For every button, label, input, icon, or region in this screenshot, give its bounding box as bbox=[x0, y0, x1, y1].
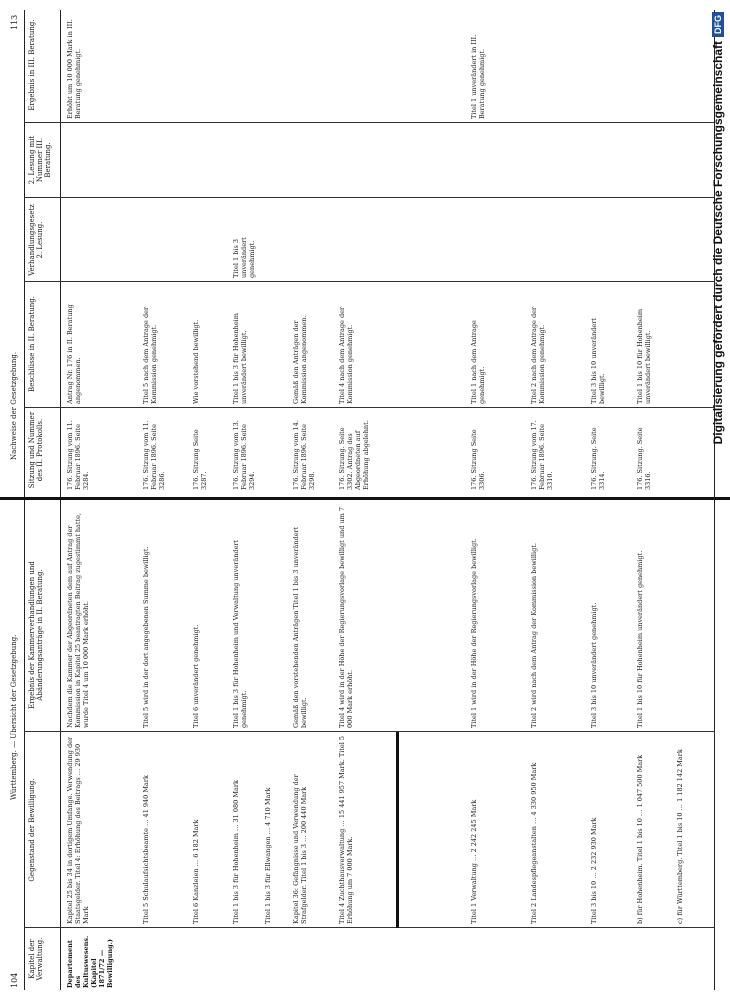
row8-sitzung: 176. Sitzung Seite 3306. bbox=[470, 429, 486, 490]
row4-zwei: Titel 1 bis 3 unverändert genehmigt. bbox=[232, 237, 256, 278]
row1-ergebnis2: Erhöht um 10 000 Mark in III. Beratung genehmigt. bbox=[66, 19, 82, 119]
col-rule-2 bbox=[24, 731, 714, 732]
row6-sitzung: 176. Sitzung vom 14. Februar 1896. Seite 3298. bbox=[292, 420, 316, 490]
row10-sitzung: 176. Sitzung. Seite 3314. bbox=[590, 427, 606, 490]
row6-beschluss: Gemäß den Anträgen der Kommission angenommen. bbox=[292, 315, 308, 404]
row10-ergebnis: Titel 3 bis 10 unverändert genehmigt. bbox=[590, 602, 598, 728]
row7-beschluss: Titel 4 nach dem Antrage der Kommission genehmigt. bbox=[338, 306, 354, 404]
col-rule-7 bbox=[24, 122, 714, 123]
page-number-right: 113 bbox=[10, 14, 19, 30]
row1-ergebnis: Nachdem die Kammer der Abgeordneten dem auf Antrag der Kommission in Kapitel 25 beantragten Beitrag zugestimmt hatte, wurde Titel 4 um 10 000 Mark erhöht. bbox=[66, 512, 90, 728]
page-number-left: 104 bbox=[10, 972, 19, 988]
section-rule bbox=[396, 732, 399, 928]
header-rule bbox=[60, 10, 61, 990]
running-head-right: Nachweise der Gesetzgebung. bbox=[10, 351, 18, 460]
header-zwei: Verhandlungsgesetz 2. Lesung. bbox=[28, 204, 44, 276]
row11-sitzung: 176. Sitzung. Seite 3316. bbox=[636, 427, 652, 490]
row11-ergebnis: Titel 1 bis 10 für Hohenheim unverändert genehmigt. bbox=[636, 550, 644, 728]
col-rule-5 bbox=[24, 281, 714, 282]
row1-gegenstand: Kapitel 25 bis 34 in dortigem Umfange. Verwendung der Staatsgelder. Titel 4: Erhöhung des Beitrags … 29 930 Mark bbox=[66, 736, 90, 924]
row2-gegenstand: Titel 5 Schulaufsichtsbeamte … 41 940 Mark bbox=[142, 775, 150, 924]
row9-beschluss: Titel 2 nach dem Antrage der Kommission genehmigt. bbox=[530, 306, 546, 404]
row2-sitzung: 176. Sitzung vom 11. Februar 1896. Seite 3286. bbox=[142, 420, 166, 490]
row8-beschluss: Titel 1 nach dem Antrage genehmigt. bbox=[470, 320, 486, 404]
dfg-watermark bbox=[708, 12, 728, 988]
header-gegenstand: Gegenstand der Bewilligung. bbox=[28, 778, 36, 882]
row5-gegenstand: Titel 1 bis 3 für Ellwangen … 4 710 Mark bbox=[264, 787, 272, 924]
row4-ergebnis: Titel 1 bis 3 für Hohenheim und Verwaltung unverändert genehmigt. bbox=[232, 539, 248, 728]
row7-ergebnis: Titel 4 wird in der Höhe der Regierungsvorlage bewilligt und um 7 000 Mark erhöht. bbox=[338, 507, 354, 728]
row8-ergebnis: Titel 1 wird in der Höhe der Regierungsvorlage bewilligt. bbox=[470, 538, 478, 728]
top-rule bbox=[24, 10, 25, 990]
row10-beschluss: Titel 3 bis 10 unverändert bewilligt. bbox=[590, 318, 606, 404]
row11-beschluss: Titel 1 bis 10 für Hohenheim unverändert bewilligt. bbox=[636, 308, 652, 404]
dfg-logo-icon: DFG bbox=[712, 12, 724, 37]
page-gutter bbox=[0, 497, 730, 500]
row1-beschluss: Antrag Nr. 176 in II. Beratung angenommen. bbox=[66, 304, 82, 404]
header-ergebnis2: Ergebnis in III. Beratung. bbox=[28, 19, 36, 111]
row2-ergebnis: Titel 5 wird in der dort angegebenen Summe bewilligt. bbox=[142, 546, 150, 728]
row3-sitzung: 176. Sitzung Seite 3287. bbox=[192, 429, 208, 490]
header-ergebnis: Ergebnis der Kammerverhandlungen und Abänderungsanträge in II. Beratung. bbox=[28, 561, 44, 709]
row3-beschluss: Wie vorstehend bewilligt. bbox=[192, 319, 200, 404]
row9-ergebnis: Titel 2 wird nach dem Antrag der Kommission bewilligt. bbox=[530, 543, 538, 728]
row12-gegenstand: c) für Württemberg. Titel 1 bis 10 … 1 182 142 Mark bbox=[676, 749, 684, 924]
row3-gegenstand: Titel 6 Kanzleien … 6 182 Mark bbox=[192, 819, 200, 924]
header-beschluss: Beschlüsse in II. Beratung. bbox=[28, 296, 36, 392]
row10-gegenstand: Titel 3 bis 10 … 2 232 930 Mark bbox=[590, 817, 598, 924]
row2-beschluss: Titel 5 nach dem Antrage der Kommission genehmigt. bbox=[142, 306, 158, 404]
header-kapitel: Kapitel der Verwaltung. bbox=[28, 937, 44, 981]
watermark-text: Digitalisierung gefördert durch die Deutsche Forschungsgemeinschaft bbox=[711, 41, 725, 445]
col-rule-4 bbox=[24, 407, 714, 408]
row3-ergebnis: Titel 6 unverändert genehmigt. bbox=[192, 624, 200, 728]
row8-ergebnis2: Titel 1 unverändert in III. Beratung genehmigt. bbox=[470, 34, 486, 119]
row4-gegenstand: Titel 1 bis 3 für Hohenheim … 31 080 Mark bbox=[232, 780, 240, 924]
row7-sitzung: 176. Sitzung. Seite 3302. Antrag des Abgeordneten auf Erhöhung abgelehnt. bbox=[338, 420, 370, 490]
row9-sitzung: 176. Sitzung vom 17. Februar 1896. Seite 3310. bbox=[530, 420, 554, 490]
row1-sitzung: 176. Sitzung vom 11. Februar 1896. Seite 3284. bbox=[66, 420, 90, 490]
row8-gegenstand: Titel 1 Verwaltung … 2 242 245 Mark bbox=[470, 799, 478, 924]
row9-gegenstand: Titel 2 Landespflegeanstalten … 4 330 950 Mark bbox=[530, 762, 538, 924]
header-sitzung: Sitzung und Nummer des II. Protokolls. bbox=[28, 411, 44, 489]
row4-sitzung: 176. Sitzung vom 13. Februar 1896. Seite 3294. bbox=[232, 420, 256, 490]
row11-gegenstand: b) für Hohenheim. Titel 1 bis 10 … 1 047 500 Mark bbox=[636, 754, 644, 924]
row4-beschluss: Titel 1 bis 3 für Hohenheim unverändert bewilligt. bbox=[232, 313, 248, 404]
row1-kapitel: Departement des Kultuswesens. (Kapitel 1871/72 — Bewilligung.) bbox=[66, 935, 114, 988]
row6-ergebnis: Gemäß den vorstehenden Anträgen Titel 1 bis 3 unverändert bewilligt. bbox=[292, 526, 308, 728]
col-rule-1 bbox=[24, 927, 714, 928]
row6-gegenstand: Kapitel 36: Gefängnisse und Verwendung der Strafgelder. Titel 1 bis 3 … 200 440 Mark bbox=[292, 774, 308, 924]
header-sitzung2: 2. Lesung mit Nummer III. Beratung. bbox=[28, 135, 52, 185]
running-head-left: Württemberg. — Übersicht der Gesetzgebung. bbox=[10, 634, 18, 800]
col-rule-6 bbox=[24, 197, 714, 198]
row7-gegenstand: Titel 4 Zuchthausverwaltung … 15 441 957 Mark. Titel 5 Erhöhung um 7 000 Mark. bbox=[338, 736, 354, 924]
